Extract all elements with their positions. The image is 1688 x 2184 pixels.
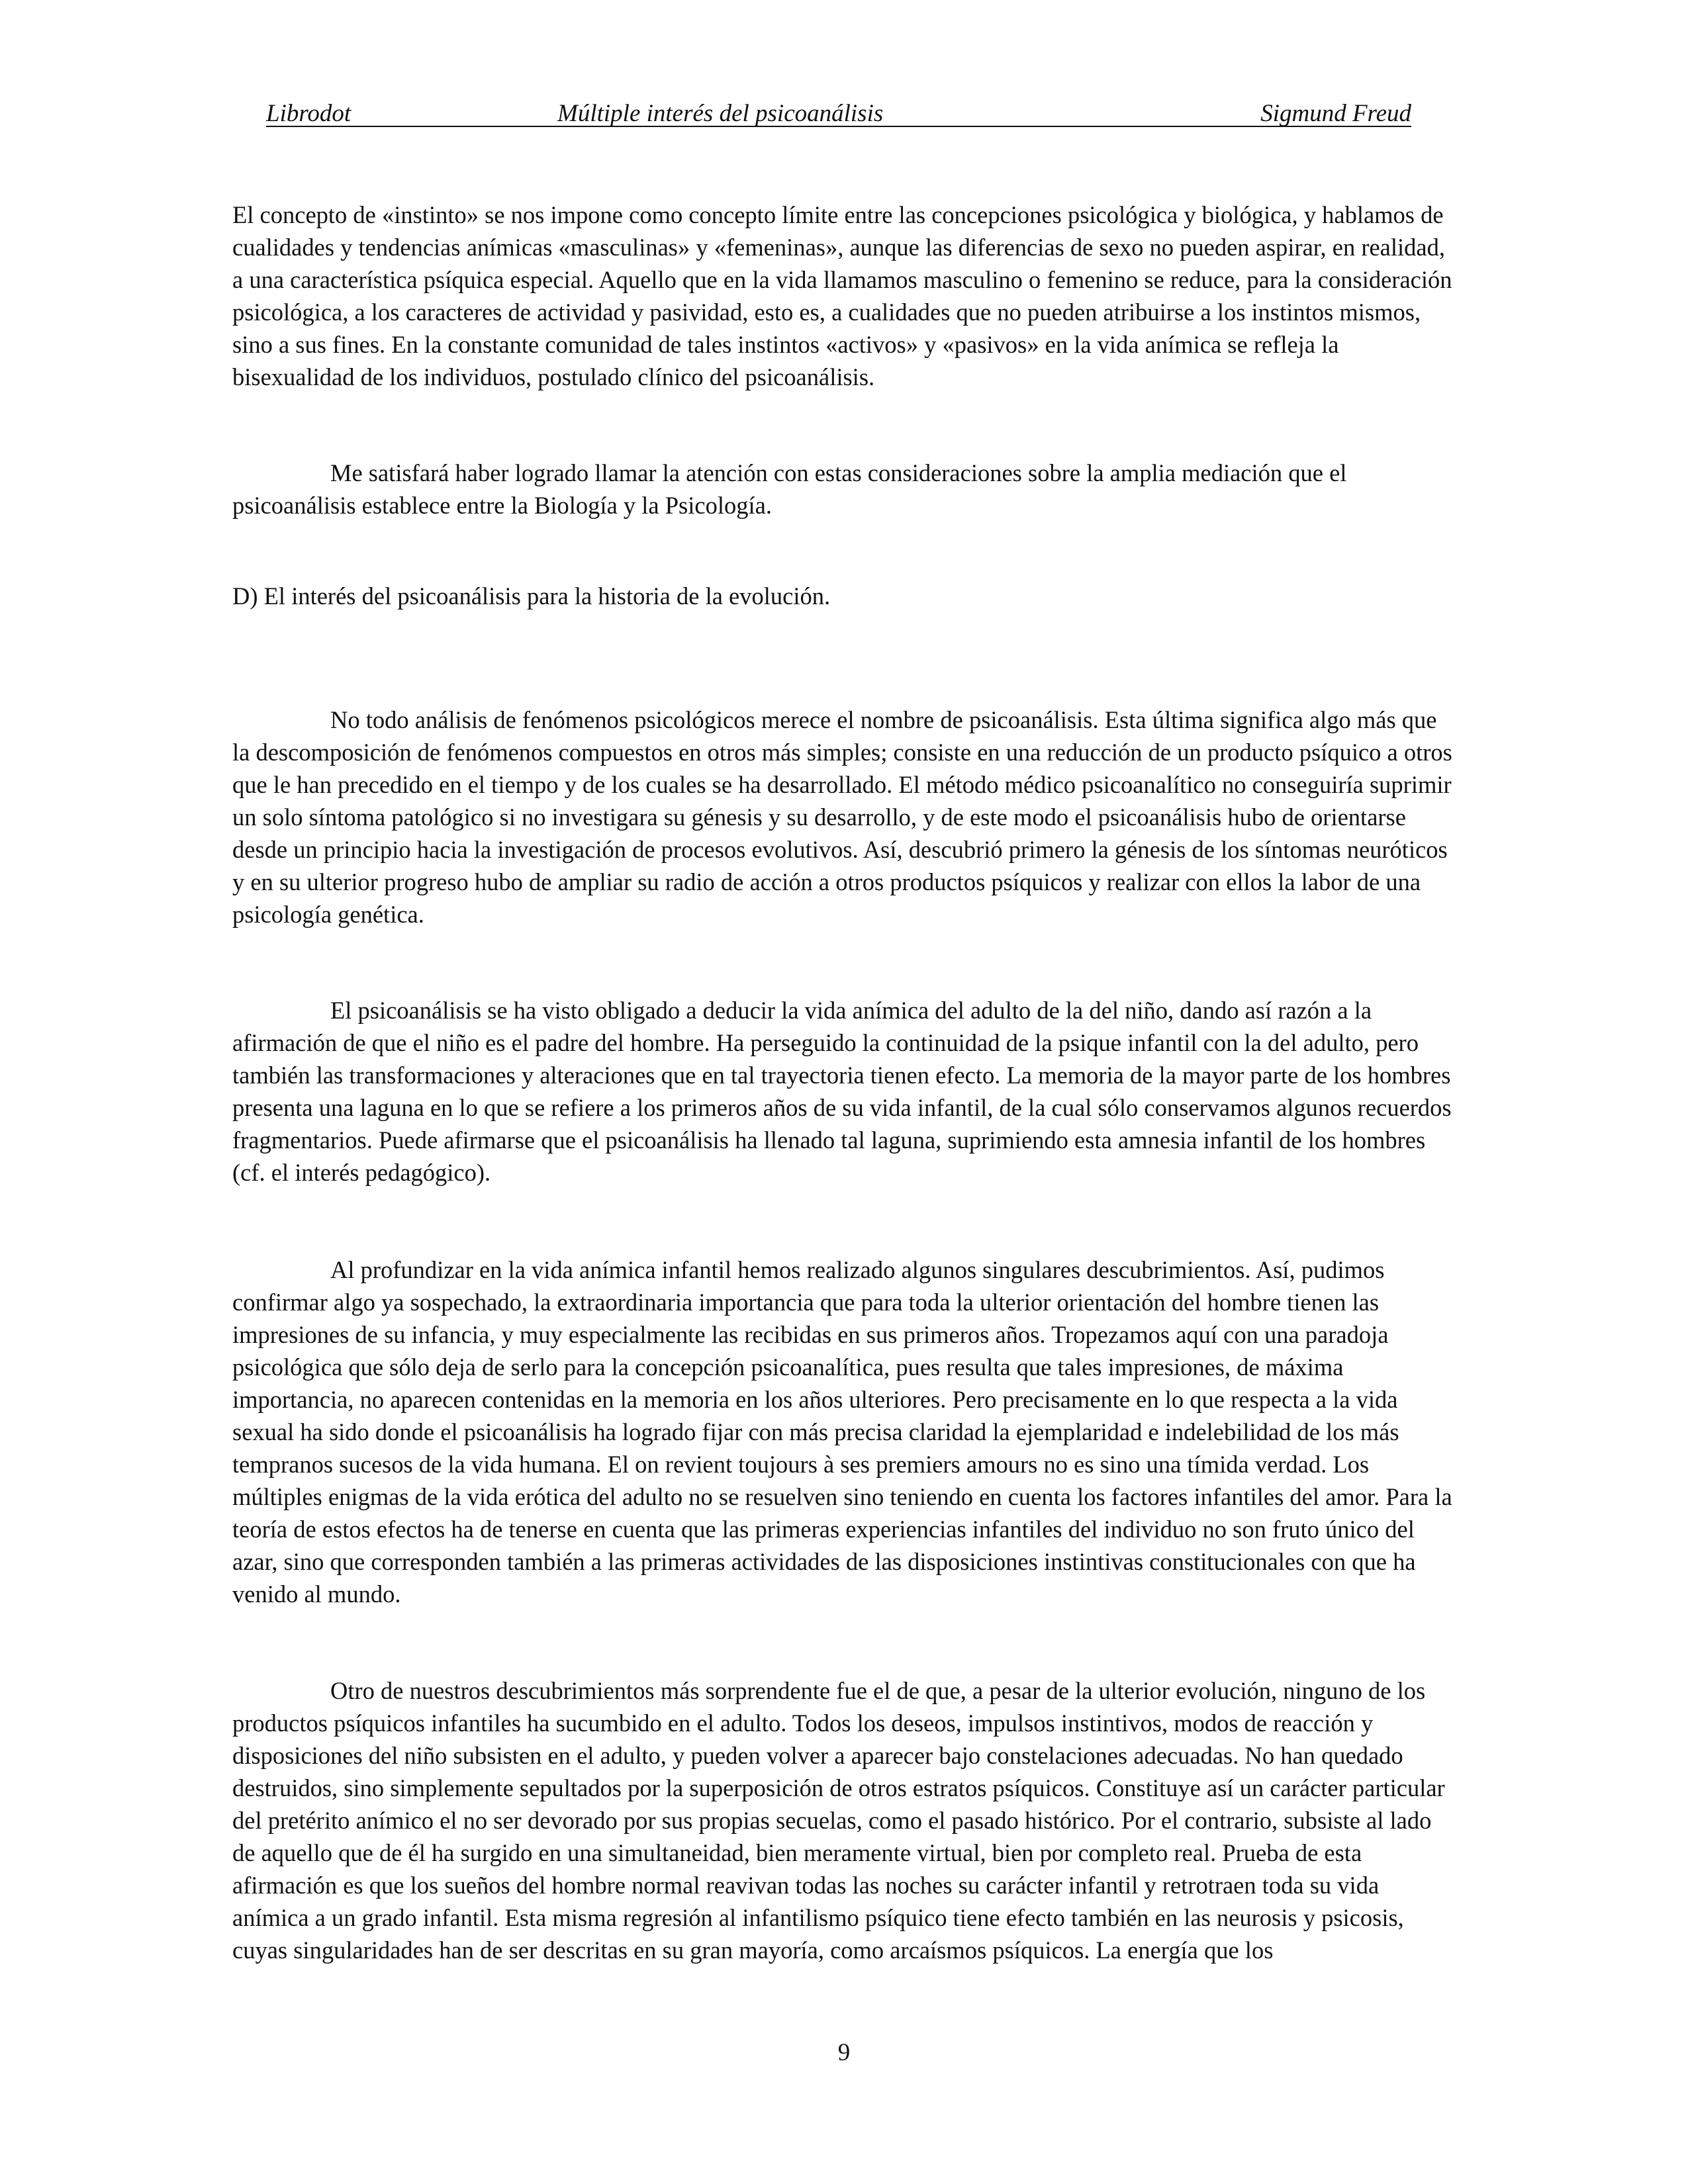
paragraph-psychoanalysis-definition: No todo análisis de fenómenos psicológicos merece el nombre de psicoanálisis. Esta última significa algo más que la descomposición de fenómenos compuestos en otros más simples; consiste en una reducción de un producto psíquico a otros que le han precedido en el tiempo y de los cuales se ha desarrollado. El método médico psicoanalítico no conseguiría suprimir un solo síntoma patológico si no investigara su génesis y su desarrollo, y de este modo el psicoanálisis hubo de orientarse desde un principio hacia la investigación de procesos evolutivos. Así, descubrió primero la génesis de los síntomas neuróticos y en su ulterior progreso hubo de ampliar su radio de acción a otros productos psíquicos y realizar con ellos la labor de una psicología genética.: [232, 706, 1452, 928]
paragraph-biology-psychology: Me satisfará haber logrado llamar la atención con estas consideraciones sobre la amplia mediación que el psicoanálisis establece entre la Biología y la Psicología.: [232, 459, 1347, 519]
header-author: Sigmund Freud: [1260, 100, 1411, 127]
header-rule: [266, 126, 1411, 127]
paragraph-infantile-discoveries: Al profundizar en la vida anímica infantil hemos realizado algunos singulares descubrimientos. Así, pudimos confirmar algo ya sospechado, la extraordinaria importancia que para toda la ulterior orientación del hombre tienen las impresiones de su infancia, y muy especialmente las recibidas en sus primeros años. Tropezamos aquí con una paradoja psicológica que sólo deja de serlo para la concepción psicoanalítica, pues resulta que tales impresiones, de máxima importancia, no aparecen contenidas en la memoria en los años ulteriores. Pero precisamente en lo que respecta a la vida sexual ha sido donde el psicoanálisis ha logrado fijar con más precisa claridad la ejemplaridad e indelebilidad de los más tempranos sucesos de la vida humana. El on revient toujours à ses premiers amours no es sino una tímida verdad. Los múltiples enigmas de la vida erótica del adulto no se resuelven sino teniendo en cuenta los factores infantiles del amor. Para la teoría de estos efectos ha de tenerse en cuenta que las primeras experiencias infantiles del individuo no son fruto único del azar, sino que corresponden también a las primeras actividades de las disposiciones instintivas constitucionales con que ha venido al mundo.: [232, 1256, 1452, 1608]
paragraph-child-adult: El psicoanálisis se ha visto obligado a deducir la vida anímica del adulto de la del niño, dando así razón a la afirmación de que el niño es el padre del hombre. Ha perseguido la continuidad de la psique infantil con la del adulto, pero también las transformaciones y alteraciones que en tal trayectoria tienen efecto. La memoria de la mayor parte de los hombres presenta una laguna en lo que se refiere a los primeros años de su vida infantil, de la cual sólo conservamos algunos recuerdos fragmentarios. Puede afirmarse que el psicoanálisis ha llenado tal laguna, suprimiendo esta amnesia infantil de los hombres (cf. el interés pedagógico).: [232, 997, 1452, 1186]
paragraph-infantile-persistence: Otro de nuestros descubrimientos más sorprendente fue el de que, a pesar de la ulterior evolución, ninguno de los productos psíquicos infantiles ha sucumbido en el adulto. Todos los deseos, impulsos instintivos, modos de reacción y disposiciones del niño subsisten en el adulto, y pueden volver a aparecer bajo constelaciones adecuadas. No han quedado destruidos, sino simplemente sepultados por la superposición de otros estratos psíquicos. Constituye así un carácter particular del pretérito anímico el no ser devorado por sus propias secuelas, como el pasado histórico. Por el contrario, subsiste al lado de aquello que de él ha surgido en una simultaneidad, bien meramente virtual, bien por completo real. Prueba de esta afirmación es que los sueños del hombre normal reavivan todas las noches su carácter infantil y retrotraen toda su vida anímica a un grado infantil. Esta misma regresión al infantilismo psíquico tiene efecto también en las neurosis y psicosis, cuyas singularidades han de ser descritas en su gran mayoría, como arcaísmos psíquicos. La energía que los: [232, 1677, 1445, 1964]
paragraph-instinct-concept: El concepto de «instinto» se nos impone como concepto límite entre las concepciones psicológica y biológica, y hablamos de cualidades y tendencias anímicas «masculinas» y «femeninas», aunque las diferencias de sexo no pueden aspirar, en realidad, a una característica psíquica especial. Aquello que en la vida llamamos masculino o femenino se reduce, para la consideración psicológica, a los caracteres de actividad y pasividad, esto es, a cualidades que no pueden atribuirse a los instintos mismos, sino a sus fines. En la constante comunidad de tales instintos «activos» y «pasivos» en la vida anímica se refleja la bisexualidad de los individuos, postulado clínico del psicoanálisis.: [232, 201, 1452, 390]
running-header: [266, 99, 1411, 128]
header-source: Librodot: [266, 100, 352, 127]
section-heading-evolution: D) El interés del psicoanálisis para la historia de la evolución.: [232, 582, 831, 610]
page-number: 9: [837, 2039, 851, 2066]
header-title: Múltiple interés del psicoanálisis: [557, 100, 884, 127]
